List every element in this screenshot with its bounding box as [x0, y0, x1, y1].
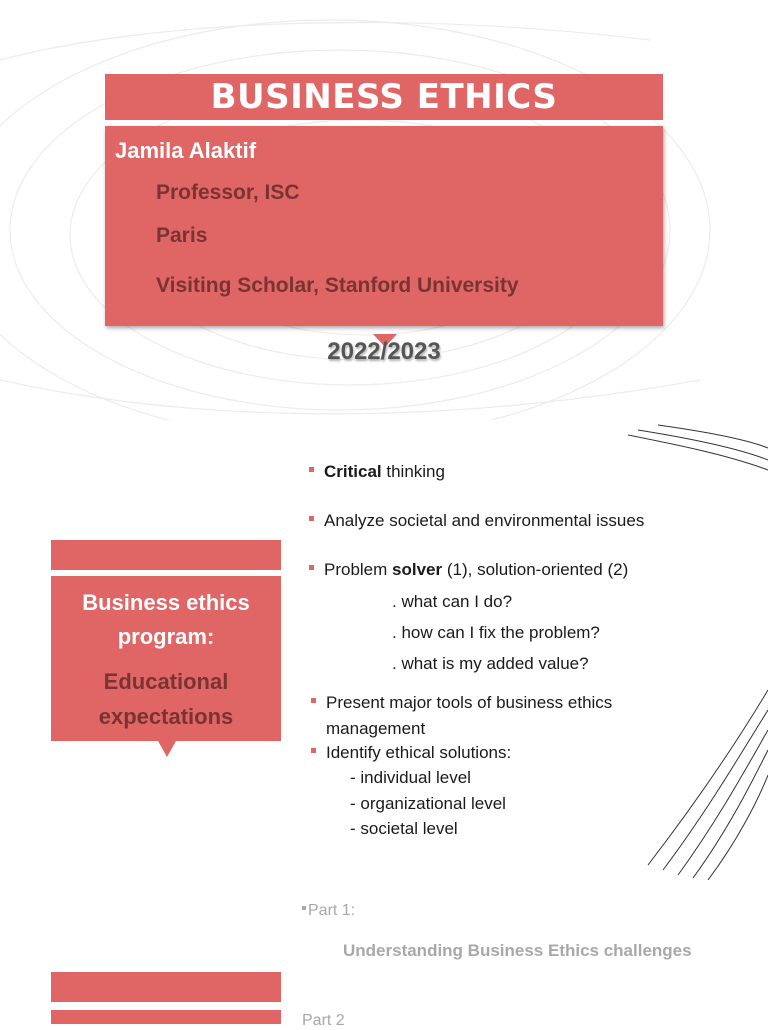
bullet-marker	[302, 906, 306, 910]
side-bar-top	[51, 540, 281, 570]
bullet-marker	[309, 565, 314, 570]
author-city: Paris	[156, 224, 208, 247]
author-name: Jamila Alaktif	[115, 138, 257, 163]
program-subtitle: Educational expectations	[98, 669, 234, 729]
bullet-analyze: Analyze societal and environmental issues	[309, 511, 644, 531]
side-bar-bottom-2	[51, 1010, 281, 1024]
bullet-marker	[311, 698, 316, 703]
bullet-marker	[311, 748, 316, 753]
question-2: . how can I fix the problem?	[392, 623, 600, 642]
academic-year: 2022/2023	[327, 338, 441, 365]
part-2-label: Part 2	[302, 1012, 345, 1029]
author-visiting: Visiting Scholar, Stanford University	[156, 274, 519, 297]
program-panel	[51, 576, 281, 741]
bullet-marker	[309, 467, 314, 472]
question-3: . what is my added value?	[392, 654, 589, 673]
panel-pointer	[158, 741, 176, 757]
bullet-present: Present major tools of business ethics	[311, 693, 612, 713]
bullet-problem: Problem solver (1), solution-oriented (2)	[309, 560, 628, 580]
level-organizational: - organizational level	[350, 794, 506, 813]
author-card	[105, 126, 663, 326]
side-bar-bottom-1	[51, 972, 281, 1002]
level-societal: - societal level	[350, 819, 458, 838]
bullet-identify: Identify ethical solutions:	[311, 743, 511, 763]
part-1-label: Part 1:	[302, 902, 355, 920]
presentation-title: BUSINESS ETHICS	[105, 74, 663, 120]
background-lines	[628, 420, 768, 880]
bullet-present-cont: management	[326, 719, 426, 738]
level-individual: - individual level	[350, 768, 471, 787]
program-title: Business ethics program:	[82, 590, 250, 649]
bullet-critical: Critical thinking	[309, 462, 445, 482]
bullet-marker	[309, 516, 314, 521]
author-role: Professor, ISC	[156, 181, 300, 204]
question-1: . what can I do?	[392, 592, 513, 611]
part-1-title: Understanding Business Ethics challenges	[343, 941, 692, 960]
